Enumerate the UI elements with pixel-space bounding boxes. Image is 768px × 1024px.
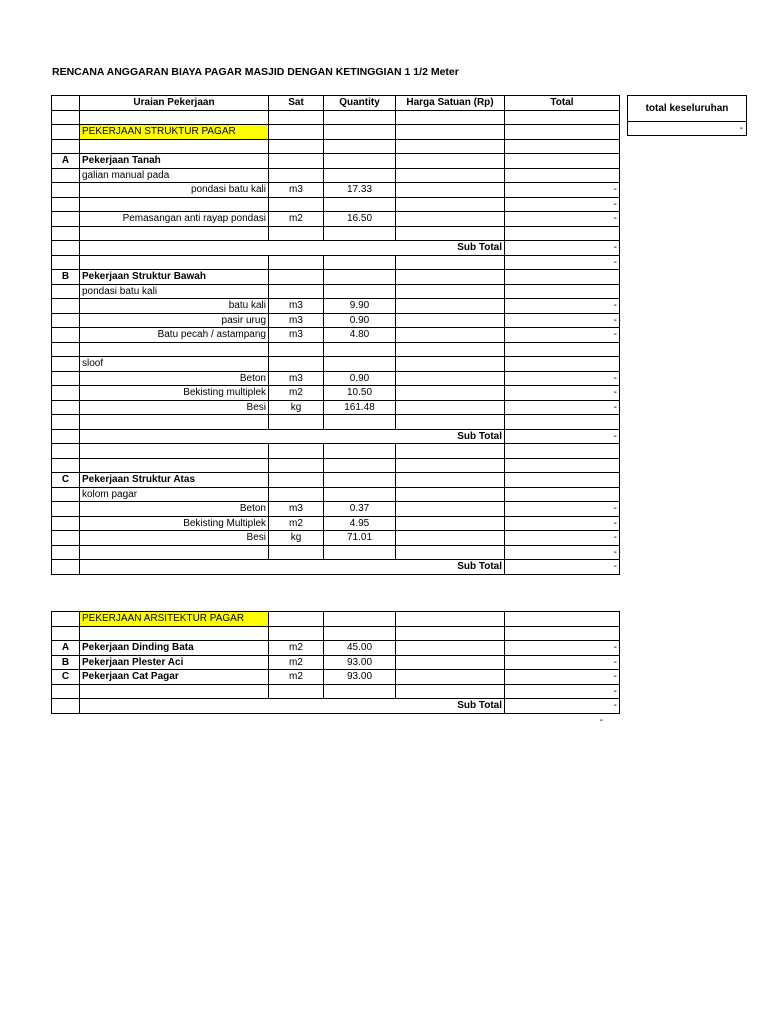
summary-label: total keseluruhan xyxy=(628,96,747,122)
item-total: - xyxy=(505,516,620,531)
item-name: Pekerjaan Plester Aci xyxy=(80,655,269,670)
table-row xyxy=(52,299,620,314)
group-title: Pekerjaan Struktur Bawah xyxy=(80,270,269,285)
item-quantity: 10.50 xyxy=(324,386,396,401)
item-unit: m2 xyxy=(269,386,324,401)
item-quantity: 0.90 xyxy=(324,313,396,328)
table-row xyxy=(52,545,620,560)
table-row xyxy=(52,502,620,517)
table-row xyxy=(52,183,620,198)
group-letter: B xyxy=(52,270,80,285)
item-unit: m2 xyxy=(269,670,324,685)
group-letter: C xyxy=(52,670,80,685)
item-unit: m3 xyxy=(269,502,324,517)
subtotal-value: - xyxy=(505,241,620,256)
item-total: - xyxy=(505,386,620,401)
table-row xyxy=(52,400,620,415)
table-row xyxy=(52,342,620,357)
item-quantity: 0.90 xyxy=(324,371,396,386)
item-quantity: 93.00 xyxy=(324,655,396,670)
item-unit: m2 xyxy=(269,212,324,227)
table-row xyxy=(52,415,620,430)
item-total: - xyxy=(505,313,620,328)
subtotal-row xyxy=(52,429,620,444)
item-name: batu kali xyxy=(80,299,269,314)
subtotal-value: - xyxy=(505,429,620,444)
item-total: - xyxy=(505,684,620,699)
table-row xyxy=(52,284,620,299)
table-row xyxy=(52,197,620,212)
table-row xyxy=(52,487,620,502)
summary-box xyxy=(627,95,747,136)
item-quantity: 4.95 xyxy=(324,516,396,531)
item-quantity: 93.00 xyxy=(324,670,396,685)
item-total: - xyxy=(505,502,620,517)
section-title: PEKERJAAN ARSITEKTUR PAGAR xyxy=(80,612,269,627)
group-letter: C xyxy=(52,473,80,488)
item-name: Pekerjaan Dinding Bata xyxy=(80,641,269,656)
item-name: pondasi batu kali xyxy=(80,183,269,198)
grand-total-value: - xyxy=(599,715,603,726)
item-total: - xyxy=(505,328,620,343)
item-unit: m3 xyxy=(269,183,324,198)
table-row xyxy=(52,626,620,641)
section-title: PEKERJAAN STRUKTUR PAGAR xyxy=(80,125,269,140)
item-total: - xyxy=(505,371,620,386)
table-row xyxy=(52,110,620,125)
table-row xyxy=(52,168,620,183)
item-quantity: 71.01 xyxy=(324,531,396,546)
subtotal-value: - xyxy=(505,699,620,714)
item-name: Besi xyxy=(80,400,269,415)
item-subheading: pondasi batu kali xyxy=(80,284,269,299)
item-unit: m2 xyxy=(269,641,324,656)
item-name: Bekisting multiplek xyxy=(80,386,269,401)
table-row xyxy=(52,670,620,685)
item-unit: m3 xyxy=(269,328,324,343)
section-row xyxy=(52,612,620,627)
table-row xyxy=(52,386,620,401)
table-row xyxy=(52,255,620,270)
group-row xyxy=(52,473,620,488)
item-name: Beton xyxy=(80,371,269,386)
item-name: Pekerjaan Cat Pagar xyxy=(80,670,269,685)
header-row xyxy=(52,96,620,111)
item-unit: kg xyxy=(269,531,324,546)
group-row xyxy=(52,154,620,169)
subtotal-row xyxy=(52,560,620,575)
header-total: Total xyxy=(505,96,620,111)
arsitektur-table xyxy=(51,611,620,714)
header-harga: Harga Satuan (Rp) xyxy=(396,96,505,111)
item-unit: m3 xyxy=(269,299,324,314)
group-title: Pekerjaan Struktur Atas xyxy=(80,473,269,488)
item-quantity: 17.33 xyxy=(324,183,396,198)
item-quantity: 16.50 xyxy=(324,212,396,227)
item-name: pasir urug xyxy=(80,313,269,328)
item-subheading: kolom pagar xyxy=(80,487,269,502)
table-row xyxy=(52,641,620,656)
subtotal-label: Sub Total xyxy=(80,560,505,575)
document-title: RENCANA ANGGARAN BIAYA PAGAR MASJID DENGAN KETINGGIAN 1 1/2 Meter xyxy=(52,66,459,78)
item-total: - xyxy=(505,545,620,560)
subtotal-row xyxy=(52,699,620,714)
item-name: Bekisting Multiplek xyxy=(80,516,269,531)
table-row xyxy=(52,444,620,459)
item-subheading: galian manual pada xyxy=(80,168,269,183)
group-letter: B xyxy=(52,655,80,670)
item-total: - xyxy=(505,400,620,415)
header-sat: Sat xyxy=(269,96,324,111)
item-quantity: 9.90 xyxy=(324,299,396,314)
item-total: - xyxy=(505,212,620,227)
table-row xyxy=(52,516,620,531)
group-row xyxy=(52,270,620,285)
table-row xyxy=(52,357,620,372)
header-quantity: Quantity xyxy=(324,96,396,111)
table-row xyxy=(52,328,620,343)
table-row xyxy=(52,313,620,328)
item-quantity: 45.00 xyxy=(324,641,396,656)
item-total: - xyxy=(505,299,620,314)
subtotal-label: Sub Total xyxy=(80,699,505,714)
table-row xyxy=(52,139,620,154)
subtotal-label: Sub Total xyxy=(80,429,505,444)
table-row xyxy=(52,226,620,241)
struktur-table xyxy=(51,95,620,575)
subtotal-label: Sub Total xyxy=(80,241,505,256)
item-name: Beton xyxy=(80,502,269,517)
item-total: - xyxy=(505,641,620,656)
item-subheading: sloof xyxy=(80,357,269,372)
item-total: - xyxy=(505,197,620,212)
item-total: - xyxy=(505,255,620,270)
item-unit: m2 xyxy=(269,655,324,670)
item-quantity: 0.37 xyxy=(324,502,396,517)
table-row xyxy=(52,531,620,546)
item-total: - xyxy=(505,655,620,670)
item-quantity: 4.80 xyxy=(324,328,396,343)
item-name: Besi xyxy=(80,531,269,546)
item-unit: m3 xyxy=(269,371,324,386)
table-row xyxy=(52,684,620,699)
item-unit: m3 xyxy=(269,313,324,328)
section-row xyxy=(52,125,620,140)
item-quantity: 161.48 xyxy=(324,400,396,415)
item-total: - xyxy=(505,670,620,685)
group-title: Pekerjaan Tanah xyxy=(80,154,269,169)
group-letter: A xyxy=(52,641,80,656)
item-total: - xyxy=(505,183,620,198)
item-unit: m2 xyxy=(269,516,324,531)
table-row xyxy=(52,458,620,473)
group-letter: A xyxy=(52,154,80,169)
item-total: - xyxy=(505,531,620,546)
table-row xyxy=(52,212,620,227)
item-unit: kg xyxy=(269,400,324,415)
subtotal-row xyxy=(52,241,620,256)
item-name: Batu pecah / astampang xyxy=(80,328,269,343)
subtotal-value: - xyxy=(505,560,620,575)
item-name: Pemasangan anti rayap pondasi xyxy=(80,212,269,227)
summary-value: - xyxy=(628,122,747,136)
table-row xyxy=(52,371,620,386)
header-uraian: Uraian Pekerjaan xyxy=(80,96,269,111)
table-row xyxy=(52,655,620,670)
